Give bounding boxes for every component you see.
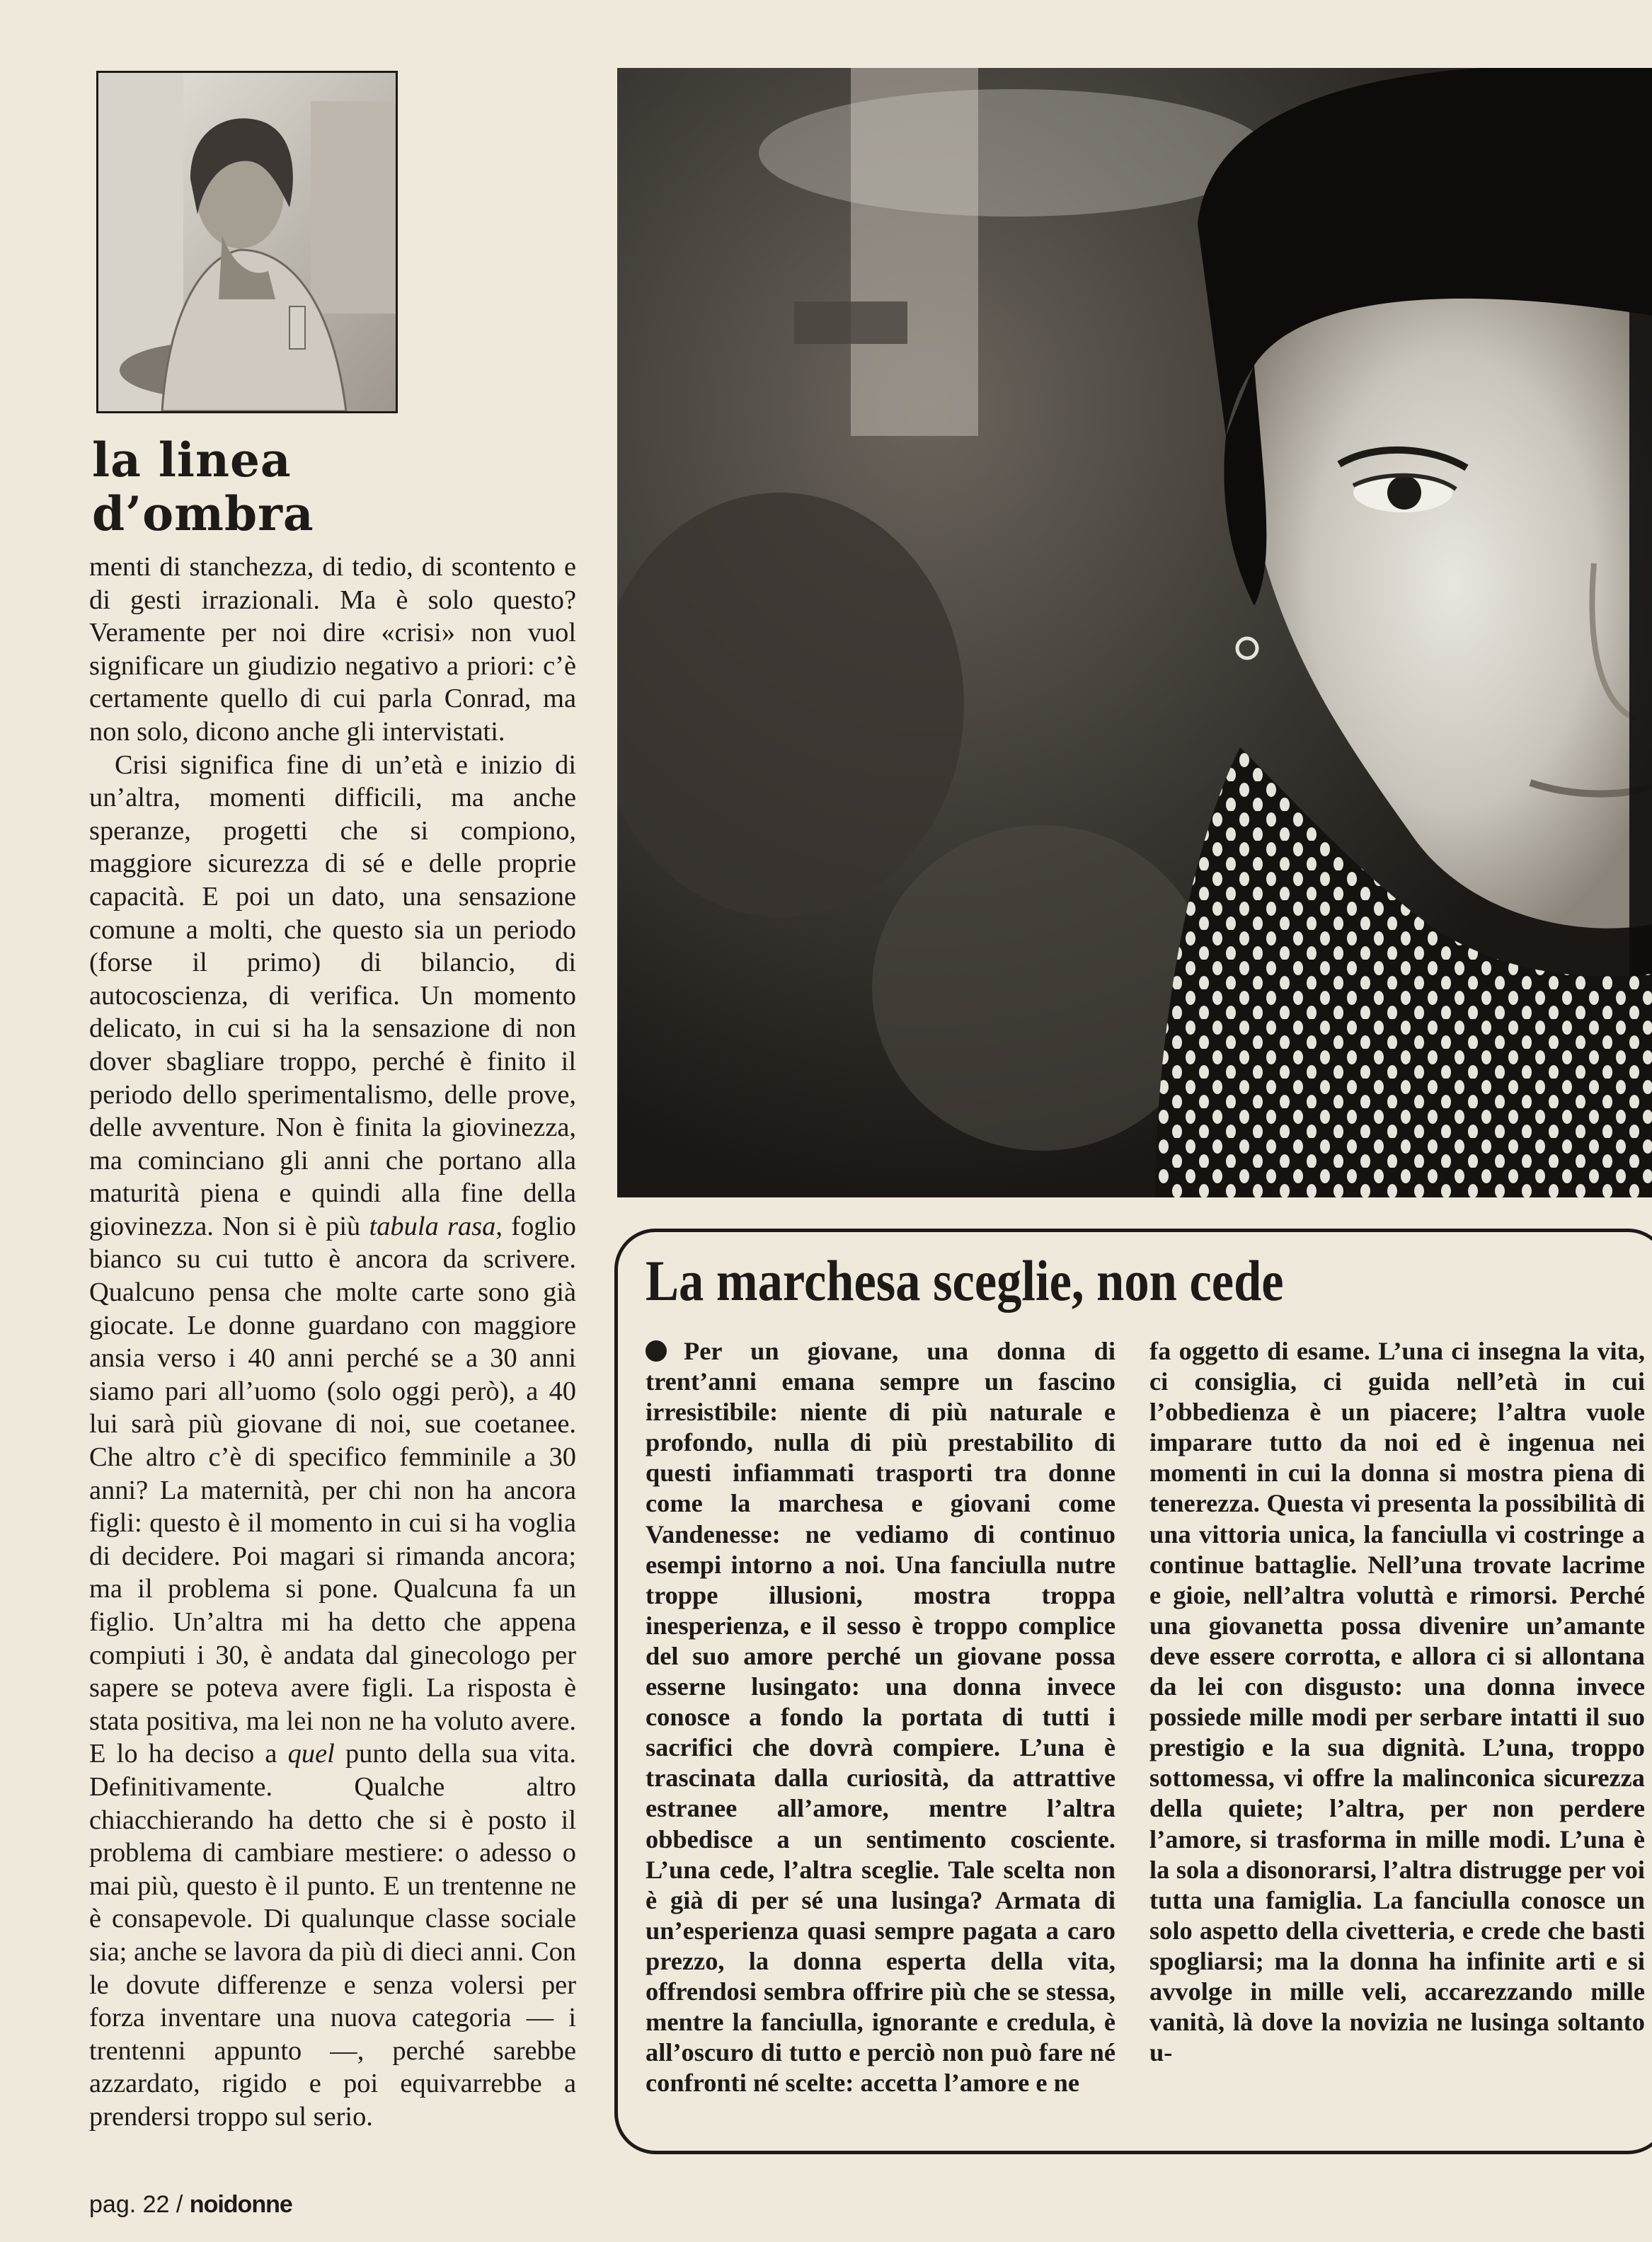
italic-quel: quel [287,1739,335,1769]
sidebar-paragraph-1 [646,1336,1115,2098]
sidebar-column-1 [646,1336,1115,2098]
paragraph-2-part-c: punto della sua vita. Definitivamente. Qualche altro chiacchierando ha detto che si è posto il problema di cambiare mestiere: o adesso o mai più, questo è il punto. E un trentenne ne è consapevole. Di qualunque classe sociale sia; anche se lavora da più di dieci anni. Con le dovute differenze e senza volersi per forza inventare una nuova categoria — i trentenni appunto —, perché sarebbe azzardato, rigido e poi equivarrebbe a prendersi troppo sul serio. [89,1739,576,2132]
bullet-icon [646,1340,667,1362]
left-column-text [89,551,576,2134]
paragraph-2 [89,749,576,2134]
magazine-name: noidonne [189,2191,292,2218]
heading-line-2: d’ombra [92,486,314,541]
main-photo-graphic [617,68,1652,1197]
heading-line-1: la linea [92,432,292,488]
sidebar-column-2 [1149,1336,1645,2068]
paragraph-1: menti di stanchezza, di tedio, di scontento e di gesti irrazionali. Ma è solo questo? Veramente per noi dire «crisi» non vuol significare un giudizio negativo a priori: c’è certamente quello di cui parla Conrad, ma non solo, dicono anche gli intervistati. [89,552,576,747]
sidebar-title: La marchesa sceglie, non cede [646,1248,1284,1313]
sidebar-column-1-text: Per un giovane, una donna di trent’anni emana sempre un fascino irresistibile: niente di più naturale e profondo, nulla di più prestabilito di questi infiammati trasporti tra donne come la marchesa e giovani come Vandenesse: ne vediamo di continuo esempi intorno a noi. Una fanciulla nutre troppe illusioni, mostra troppa inesperienza, e il sesso è troppo complice del suo amore perché un giovane possa esserne lusingato: una donna invece conosce a fondo la portata di tutti i sacrifici che dovrà compiere. L’una è trascinata dalla curiosità, da attrattive estranee all’amore, mentre l’altra obbedisce a un sentimento cosciente. L’una cede, l’altra sceglie. Tale scelta non è già di per sé una lusinga? Armata di un’esperienza quasi sempre pagata a caro prezzo, la donna esperta della vita, offrendosi sembra offrire più che se stessa, mentre la fanciulla, ignorante e credula, è all’oscuro di tutto e perciò non può fare né confronti né scelte: accetta l’amore e ne [646,1337,1115,2098]
article-heading [92,433,403,541]
paragraph-2-part-b: , foglio bianco su cui tutto è ancora da scrivere. Qualcuno pensa che molte carte sono già giocate. Le donne guardano con maggiore ansia verso i 40 anni perché se a 30 anni siamo pari all’uomo (solo oggi però), a 40 lui sarà più giovane di noi, sue coetanee. Che altro c’è di specifico femminile a 30 anni? La maternità, per chi non ha ancora figli: questo è il momento in cui si ha voglia di decidere. Poi magari si rimanda ancora; ma il problema si pone. Qualcuna fa un figlio. Un’altra mi ha detto che appena compiuti i 30, è andata dal ginecologo per sapere se poteva avere figli. La risposta è stata positiva, ma lei non ne ha voluto avere. E lo ha deciso a [89,1211,577,1769]
page-footer [89,2191,292,2219]
italic-tabula-rasa: tabula rasa [369,1211,496,1241]
main-photo [617,68,1652,1197]
author-photo-graphic [98,73,396,411]
author-photo [96,71,398,413]
paragraph-2-part-a: Crisi significa fine di un’età e inizio di un’altra, momenti difficili, ma anche speranze, progetti che si compiono, maggiore sicurezza di sé e delle proprie capacità. E poi un dato, una sensazione comune a molti, che questo sia un periodo (forse il primo) di bilancio, di autocoscienza, di verifica. Un momento delicato, in cui si ha la sensazione di non dover sbagliare troppo, perché è finito il periodo dello sperimentalismo, delle prove, delle avventure. Non è finita la giovinezza, ma cominciano gli anni che portano alla maturità piena e quindi alla fine della giovinezza. Non si è più [89,749,576,1241]
sidebar-column-2-text: fa oggetto di esame. L’una ci insegna la vita, ci consiglia, ci guida nell’età in cui l’obbedienza è un piacere; l’altra vuole imparare tutto da noi ed è ingenua nei momenti in cui la donna si mostra piena di tenerezza. Questa vi presenta la possibilità di una vittoria unica, la fanciulla vi costringe a continue battaglie. Nell’una trovate lacrime e gioie, nell’altra voluttà e rimorsi. Perché una giovanetta possa divenire un’amante deve essere corrotta, e allora ci si allontana da lei con disgusto: una donna invece possiede mille modi per serbare intatti il suo prestigio e la sua dignità. L’una, troppo sottomessa, vi offre la malinconica sicurezza della quiete; l’altra, per non perdere l’amore, si trasforma in mille modi. L’una è la sola a disonorarsi, l’altra distrugge per voi tutta una famiglia. La fanciulla conosce un solo aspetto della civetteria, e crede che basti spogliarsi; ma la donna ha infinite arti e si avvolge in mille veli, accarezzando mille vanità, là dove la novizia ne lusinga soltanto u- [1149,1337,1645,2067]
page-number: pag. 22 / [89,2191,183,2218]
